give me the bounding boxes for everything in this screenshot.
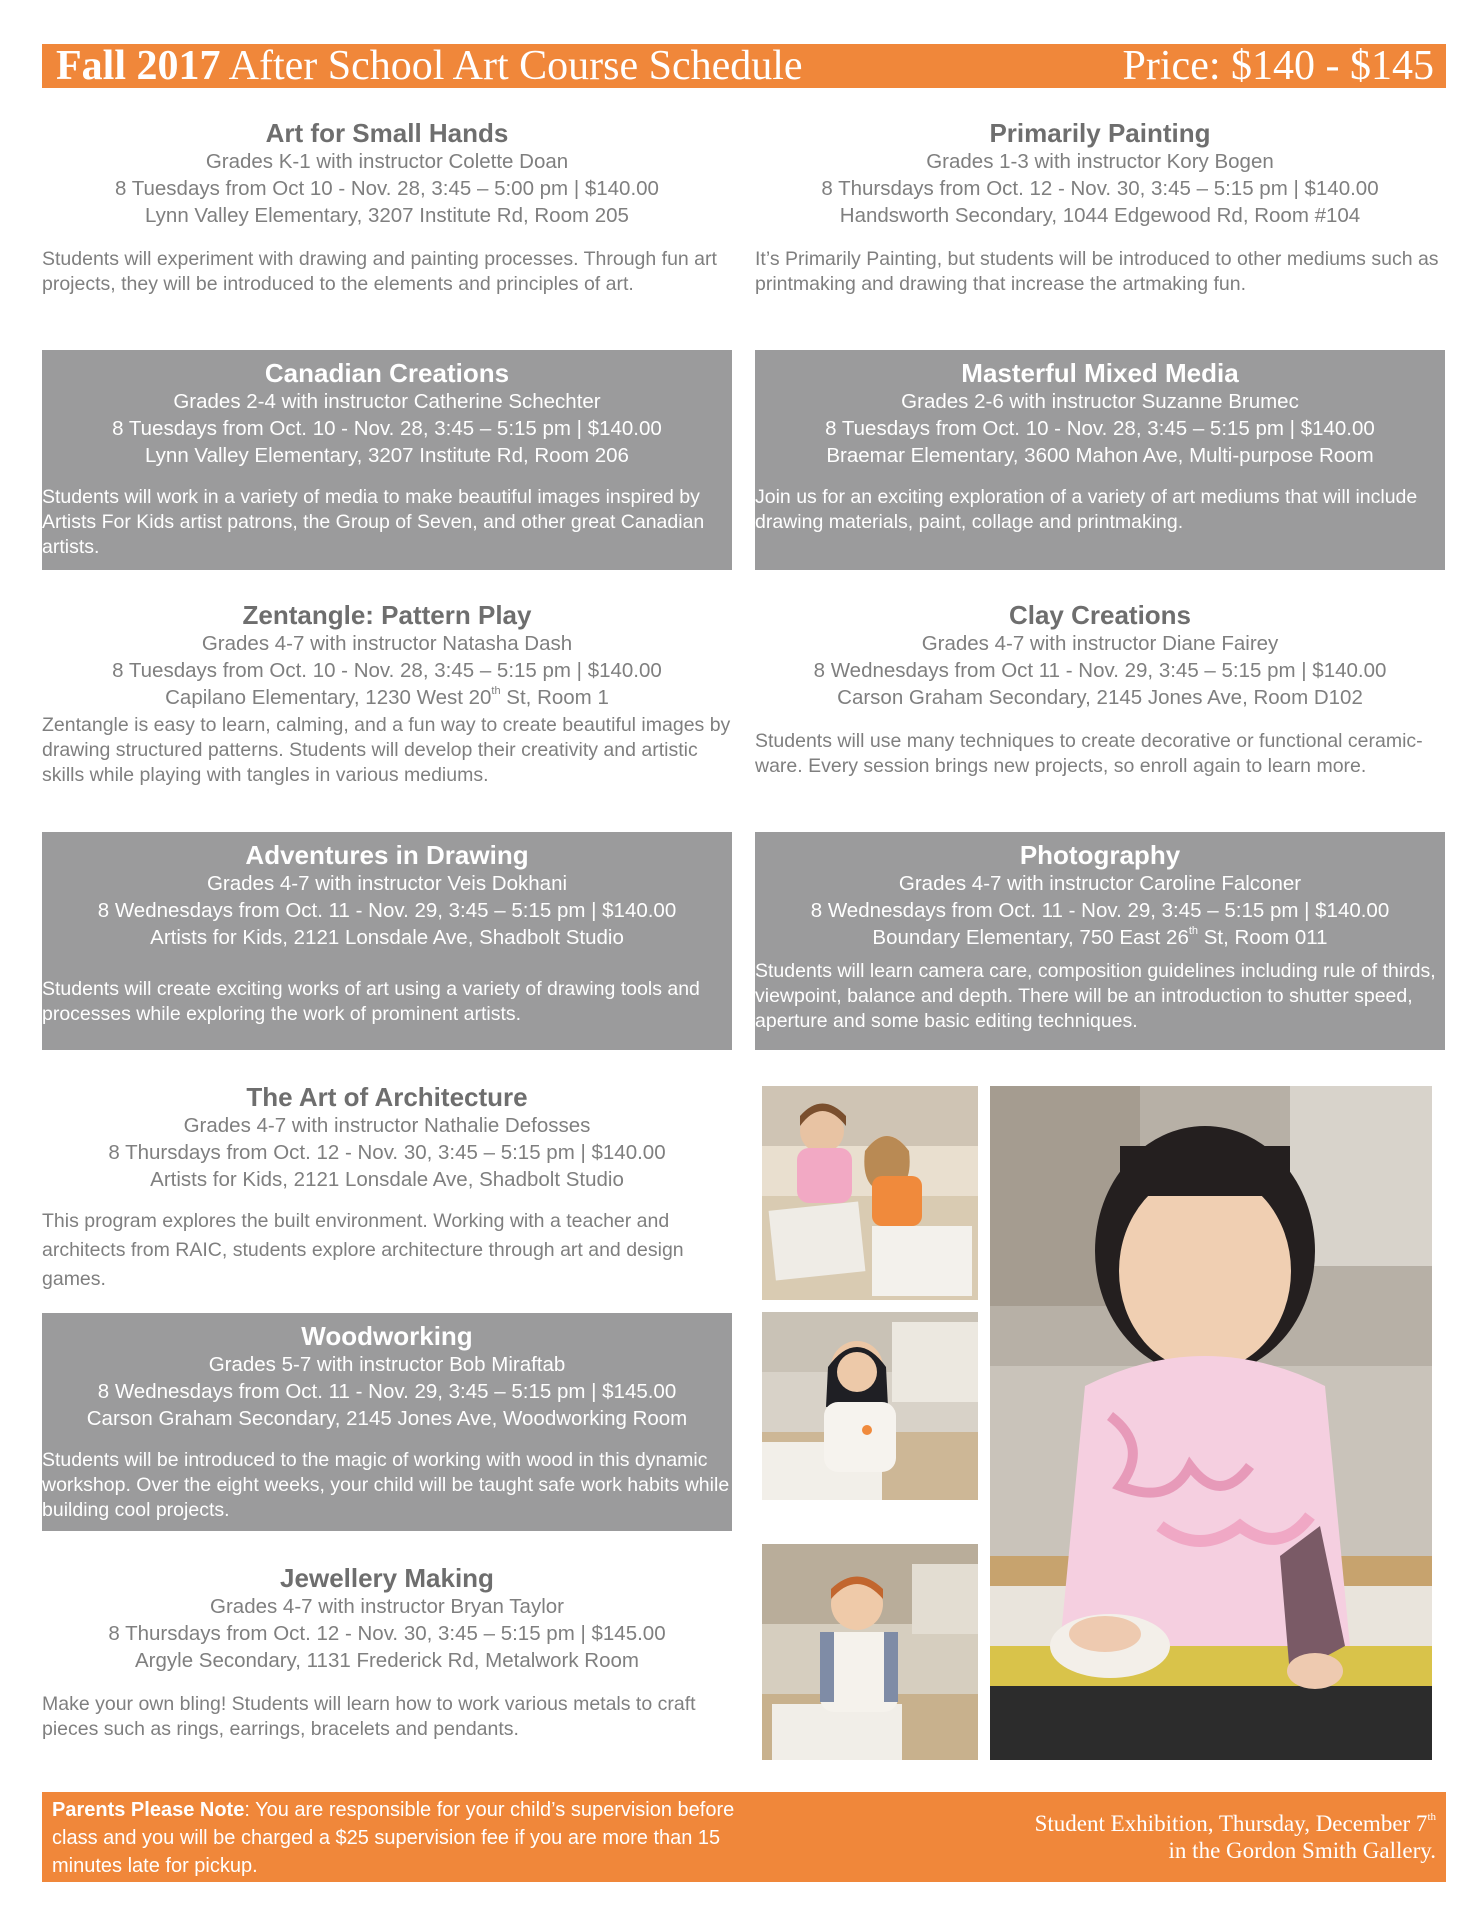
course-location: Carson Graham Secondary, 2145 Jones Ave, Room D102 <box>837 686 1363 709</box>
course-description: Students will work in a variety of media to make beautiful images inspired by Artists For Kids artist patrons, the Group of Seven, and other great Canadian artists. <box>42 486 705 558</box>
course-description: Students will be introduced to the magic of working with wood in this dynamic workshop. Over the eight weeks, your child will be taught safe work habits while building cool projects. <box>42 1449 730 1521</box>
course-woodworking <box>42 1313 732 1531</box>
header-banner <box>42 44 1446 88</box>
course-grades: Grades 4-7 with instructor Bryan Taylor <box>210 1595 564 1618</box>
course-name: Adventures in Drawing <box>245 840 529 870</box>
course-description: Students will create exciting works of art using a variety of drawing tools and processes while exploring the work of prominent artists. <box>42 978 700 1025</box>
course-description: It’s Primarily Painting, but students will be introduced to other mediums such as printmaking and drawing that increase the artmaking fun. <box>755 248 1439 295</box>
course-primarily-painting <box>755 118 1445 297</box>
course-name: Woodworking <box>301 1321 473 1351</box>
price-range: Price: $140 - $145 <box>1122 43 1434 89</box>
photo-girls-painting-image <box>762 1086 978 1300</box>
course-description: Students will experiment with drawing and painting processes. Through fun art projects, they will be introduced to the elements and principles of art. <box>42 248 717 295</box>
course-name: Primarily Painting <box>989 118 1211 148</box>
course-canadian-creations <box>42 350 732 570</box>
course-name: Photography <box>1019 840 1181 870</box>
course-location: Lynn Valley Elementary, 3207 Institute Rd, Room 206 <box>145 444 629 467</box>
photo-girl-painting <box>762 1312 978 1500</box>
course-grades: Grades 4-7 with instructor Natasha Dash <box>201 632 573 655</box>
ordinal-suffix: th <box>1188 925 1199 937</box>
course-name: Masterful Mixed Media <box>961 358 1239 388</box>
course-grades: Grades 4-7 with instructor Caroline Falconer <box>898 872 1302 895</box>
course-masterful-mixed-media <box>755 350 1445 570</box>
location-text-end: St, Room 011 <box>1198 926 1328 949</box>
photo-girl-clay-image <box>990 1086 1432 1760</box>
course-name: The Art of Architecture <box>246 1082 528 1112</box>
course-clay-creations <box>755 600 1445 779</box>
course-location: Handsworth Secondary, 1044 Edgewood Rd, Room #104 <box>839 204 1361 227</box>
course-location: Lynn Valley Elementary, 3207 Institute Rd, Room 205 <box>145 204 629 227</box>
location-text-end: St, Room 1 <box>500 686 609 709</box>
course-schedule: 8 Wednesdays from Oct. 11 - Nov. 29, 3:45 – 5:15 pm | $140.00 <box>97 899 677 922</box>
course-schedule: 8 Tuesdays from Oct 10 - Nov. 28, 3:45 – 5:00 pm | $140.00 <box>115 177 659 200</box>
course-location: Artists for Kids, 2121 Lonsdale Ave, Shadbolt Studio <box>150 926 624 949</box>
course-name: Art for Small Hands <box>265 118 509 148</box>
footer-banner <box>42 1792 1446 1882</box>
course-grades: Grades 4-7 with instructor Nathalie Defosses <box>183 1114 591 1137</box>
course-schedule: 8 Wednesdays from Oct. 11 - Nov. 29, 3:45 – 5:15 pm | $140.00 <box>810 899 1390 922</box>
course-zentangle <box>42 600 732 788</box>
course-location <box>42 684 732 711</box>
student-exhibition <box>1035 1810 1436 1864</box>
parents-note-text: : You are responsible for your child’s supervision before class and you will be charged a $25 supervision fee if you are more than 15 minutes late for pickup. <box>52 1799 735 1877</box>
location-text: Capilano Elementary, 1230 West 20 <box>165 686 492 709</box>
course-description: Students will learn camera care, composition guidelines including rule of thirds, viewpoint, balance and depth. There will be an introduction to shutter speed, aperture and some basic editing techniques. <box>755 960 1436 1032</box>
course-description: Join us for an exciting exploration of a variety of art mediums that will include drawing materials, paint, collage and printmaking. <box>755 486 1418 533</box>
course-schedule: 8 Tuesdays from Oct. 10 - Nov. 28, 3:45 – 5:15 pm | $140.00 <box>112 417 662 440</box>
course-photography <box>755 832 1445 1050</box>
course-grades: Grades 1-3 with instructor Kory Bogen <box>926 150 1274 173</box>
course-art-of-architecture <box>42 1082 732 1294</box>
course-schedule: 8 Wednesdays from Oct. 11 - Nov. 29, 3:45 – 5:15 pm | $145.00 <box>97 1380 677 1403</box>
photo-girls-painting <box>762 1086 978 1300</box>
course-description: Students will use many techniques to create decorative or functional ceramic-ware. Every session brings new projects, so enroll again to learn more. <box>755 730 1423 777</box>
page-title <box>56 44 803 88</box>
ordinal-suffix: th <box>491 685 501 697</box>
exhibition-date: Student Exhibition, Thursday, December 7 <box>1034 1811 1428 1836</box>
page-title-bold: Fall 2017 <box>56 43 221 89</box>
course-grades: Grades 4-7 with instructor Veis Dokhani <box>206 872 568 895</box>
course-schedule: 8 Thursdays from Oct. 12 - Nov. 30, 3:45 – 5:15 pm | $140.00 <box>821 177 1379 200</box>
course-location: Argyle Secondary, 1131 Frederick Rd, Metalwork Room <box>135 1649 639 1672</box>
course-schedule: 8 Tuesdays from Oct. 10 - Nov. 28, 3:45 – 5:15 pm | $140.00 <box>825 417 1375 440</box>
course-grades: Grades 2-6 with instructor Suzanne Brumec <box>901 390 1299 413</box>
course-description: Zentangle is easy to learn, calming, and a fun way to create beautiful images by drawing structured patterns. Students will develop their creativity and artistic skills while playing with tangles in various mediums. <box>42 714 731 786</box>
course-grades: Grades 2-4 with instructor Catherine Schechter <box>173 390 601 413</box>
course-schedule: 8 Tuesdays from Oct. 10 - Nov. 28, 3:45 – 5:15 pm | $140.00 <box>112 659 662 682</box>
course-name: Jewellery Making <box>280 1563 494 1593</box>
exhibition-location: in the Gordon Smith Gallery. <box>1168 1838 1436 1863</box>
course-adventures-in-drawing <box>42 832 732 1050</box>
exhibition-line-1 <box>1035 1810 1436 1837</box>
course-location: Artists for Kids, 2121 Lonsdale Ave, Shadbolt Studio <box>150 1168 624 1191</box>
course-schedule: 8 Thursdays from Oct. 12 - Nov. 30, 3:45 – 5:15 pm | $145.00 <box>108 1622 666 1645</box>
course-location: Carson Graham Secondary, 2145 Jones Ave, Woodworking Room <box>86 1407 688 1430</box>
course-schedule: 8 Thursdays from Oct. 12 - Nov. 30, 3:45 – 5:15 pm | $140.00 <box>108 1141 666 1164</box>
location-text: Boundary Elementary, 750 East 26 <box>872 926 1189 949</box>
photo-girl-clay <box>990 1086 1432 1760</box>
parents-note-label: Parents Please Note <box>52 1799 245 1821</box>
course-location: Braemar Elementary, 3600 Mahon Ave, Multi-purpose Room <box>826 444 1374 467</box>
course-grades: Grades 4-7 with instructor Diane Fairey <box>921 632 1279 655</box>
photo-girl-painting-image <box>762 1312 978 1500</box>
course-jewellery-making <box>42 1563 732 1742</box>
course-location <box>755 924 1445 951</box>
photo-boy-working <box>762 1544 978 1760</box>
course-description: This program explores the built environment. Working with a teacher and architects from RAIC, students explore architecture through art and design games. <box>42 1210 684 1290</box>
parents-note <box>52 1796 772 1880</box>
course-name: Clay Creations <box>1008 600 1192 630</box>
course-name: Canadian Creations <box>264 358 510 388</box>
page-title-rest: After School Art Course Schedule <box>220 43 803 89</box>
course-name: Zentangle: Pattern Play <box>242 600 532 630</box>
course-art-for-small-hands <box>42 118 732 297</box>
photo-boy-working-image <box>762 1544 978 1760</box>
course-grades: Grades 5-7 with instructor Bob Miraftab <box>208 1353 566 1376</box>
course-grades: Grades K-1 with instructor Colette Doan <box>205 150 569 173</box>
course-schedule: 8 Wednesdays from Oct 11 - Nov. 29, 3:45 – 5:15 pm | $140.00 <box>813 659 1387 682</box>
course-description: Make your own bling! Students will learn how to work various metals to craft pieces such as rings, earrings, bracelets and pendants. <box>42 1693 696 1740</box>
ordinal-suffix: th <box>1427 1811 1436 1823</box>
